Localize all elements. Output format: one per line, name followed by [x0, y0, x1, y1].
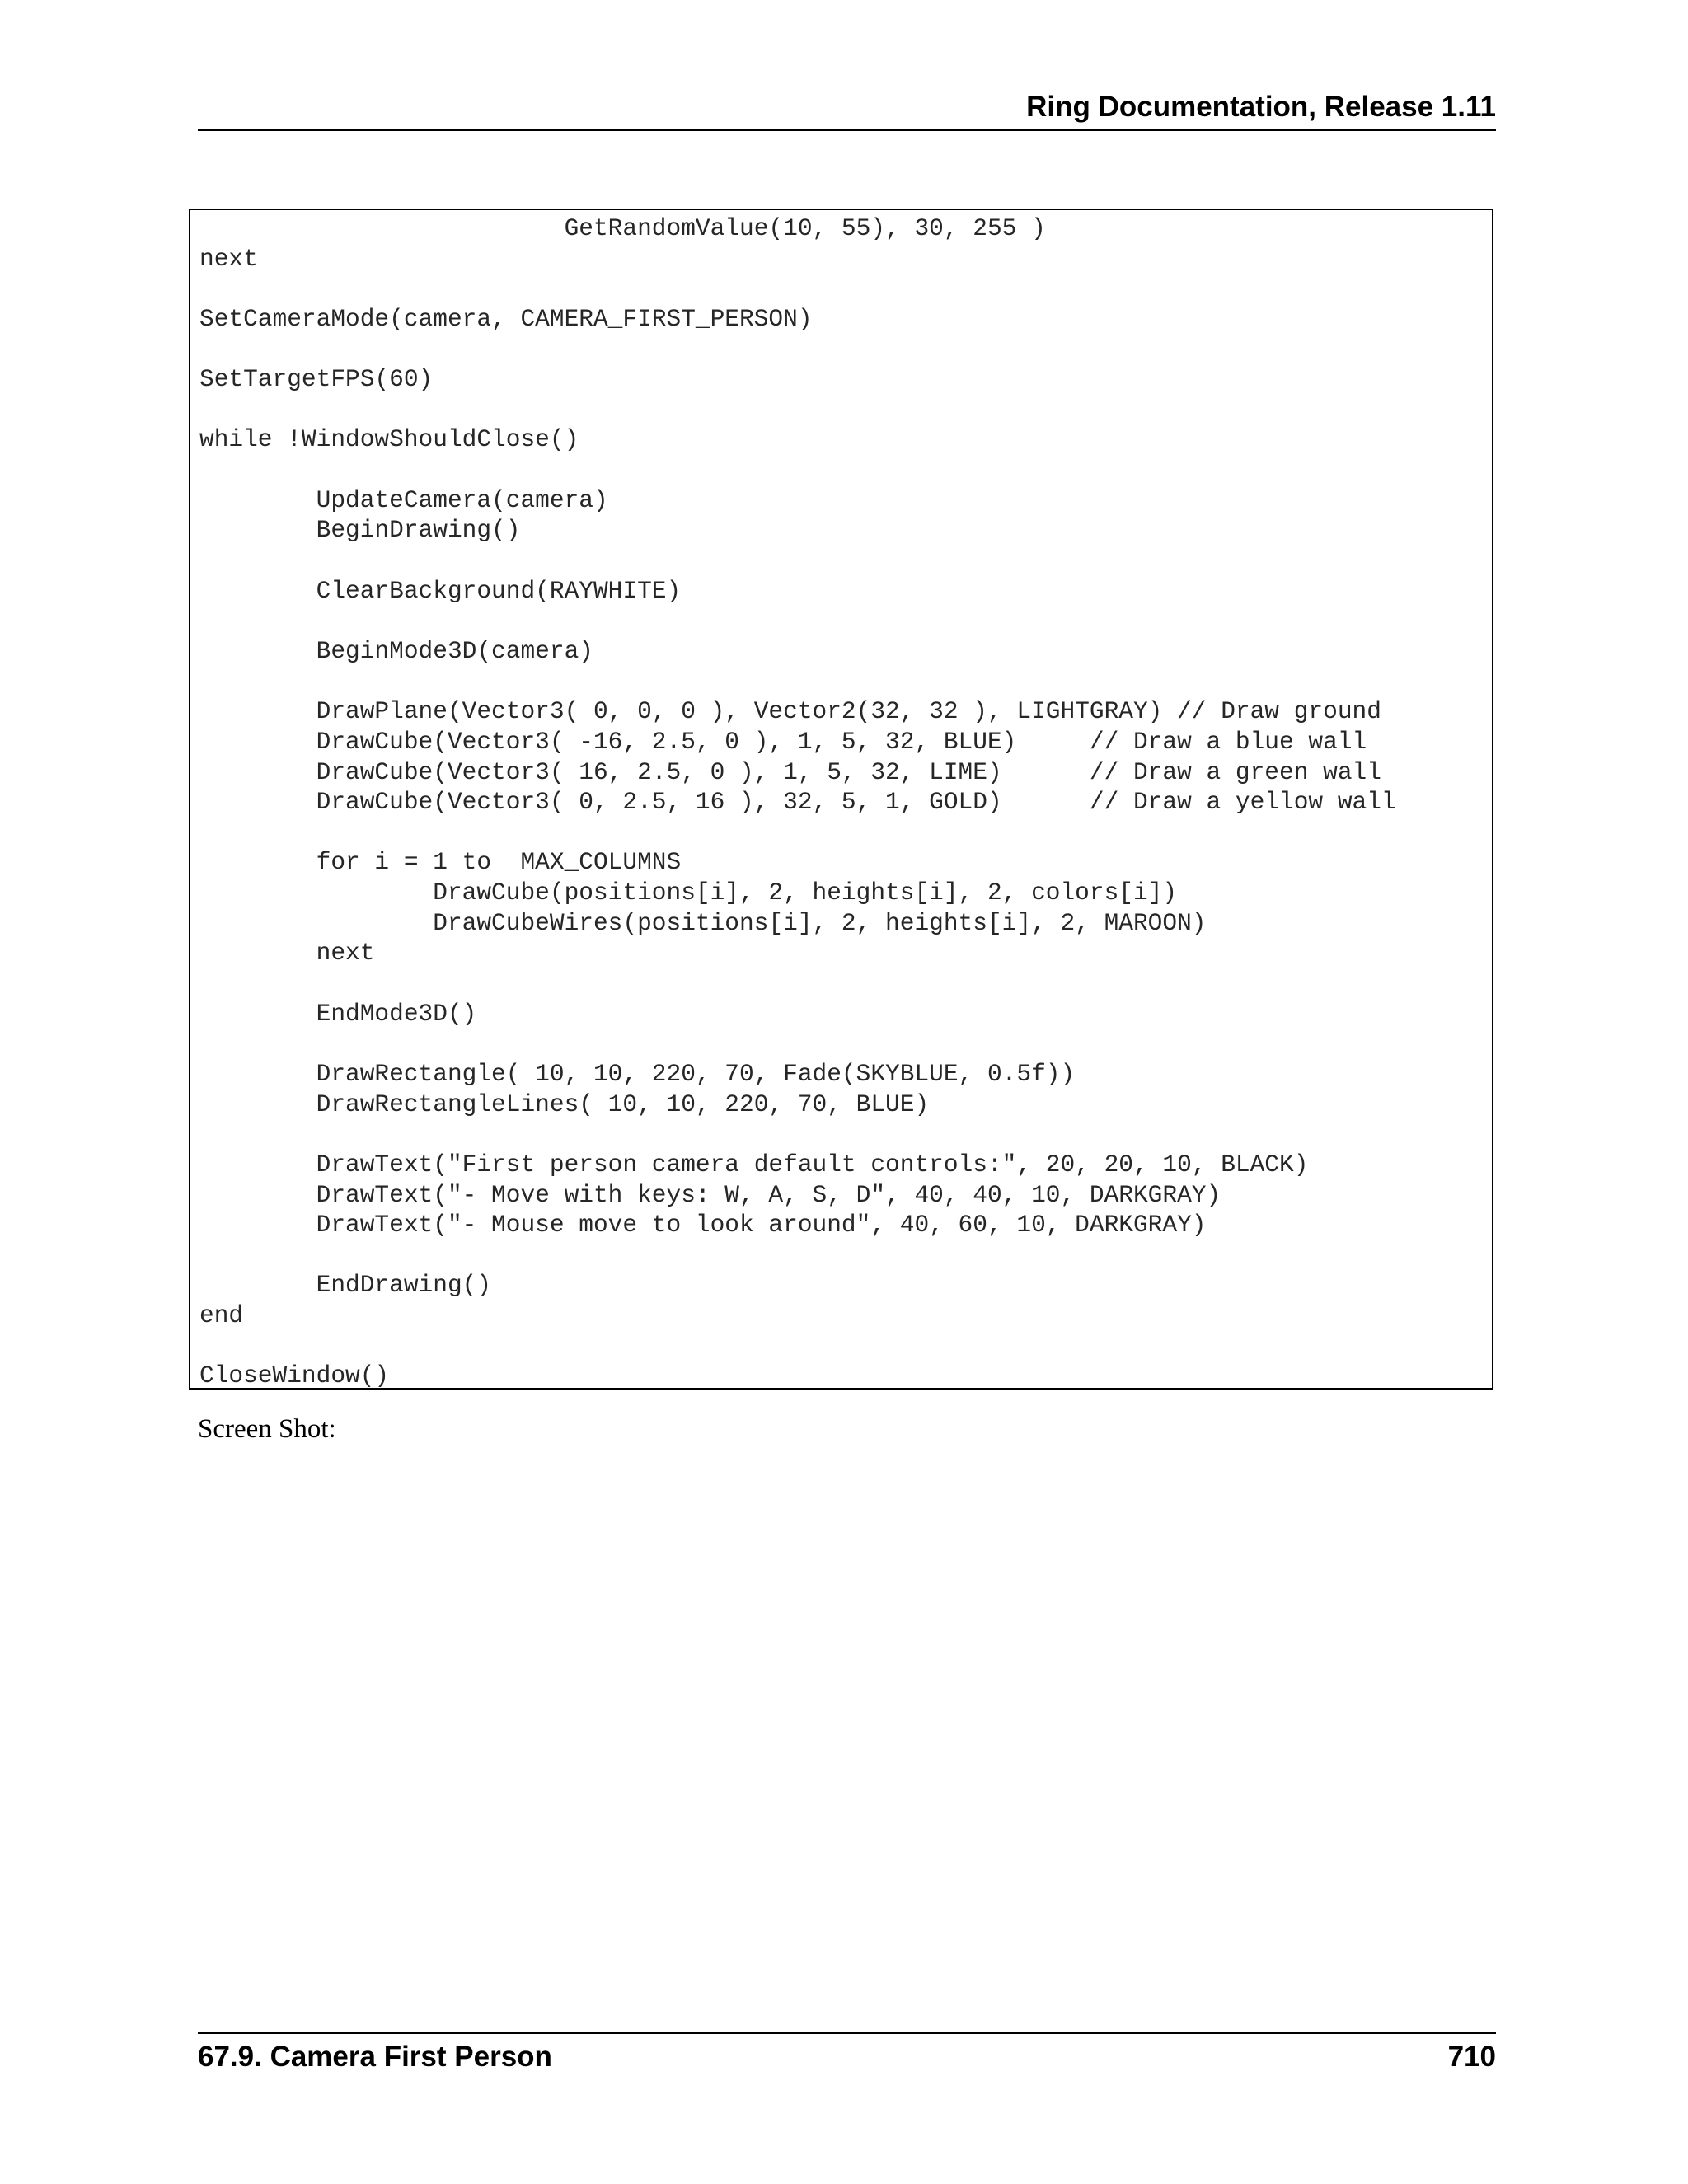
code-line — [199, 818, 1396, 848]
code-line — [199, 455, 1396, 485]
page-header-title: Ring Documentation, Release 1.11 — [1026, 91, 1496, 123]
code-line: end — [199, 1301, 244, 1330]
code-line: DrawCube(positions[i], 2, heights[i], 2, colors[i]) — [199, 879, 1178, 907]
code-line — [199, 1029, 1396, 1059]
code-line — [199, 274, 1396, 304]
code-line: UpdateCamera(camera) — [199, 485, 608, 514]
code-line — [199, 606, 1396, 636]
code-block — [189, 209, 1493, 1390]
code-line: EndDrawing() — [199, 1271, 492, 1300]
code-line — [199, 546, 1396, 576]
code-listing — [199, 213, 1396, 1391]
code-line: DrawRectangleLines( 10, 10, 220, 70, BLUE) — [199, 1090, 930, 1118]
code-line: DrawPlane(Vector3( 0, 0, 0 ), Vector2(32, 32 ), LIGHTGRAY) // Draw ground — [199, 697, 1381, 726]
footer-section-title: 67.9. Camera First Person — [198, 2041, 552, 2073]
code-line: SetTargetFPS(60) — [199, 365, 434, 394]
code-line — [199, 968, 1396, 999]
code-line: while !WindowShouldClose() — [199, 425, 579, 454]
header-divider — [198, 129, 1496, 131]
code-line: DrawCubeWires(positions[i], 2, heights[i], 2, MAROON) — [199, 908, 1207, 937]
code-line: SetCameraMode(camera, CAMERA_FIRST_PERSON) — [199, 304, 813, 333]
code-line — [199, 1240, 1396, 1271]
footer-divider — [198, 2032, 1496, 2034]
code-line: BeginMode3D(camera) — [199, 636, 593, 665]
screenshot-label: Screen Shot: — [198, 1414, 336, 1444]
code-line: DrawRectangle( 10, 10, 220, 70, Fade(SKYBLUE, 0.5f)) — [199, 1059, 1076, 1088]
code-line: DrawCube(Vector3( 16, 2.5, 0 ), 1, 5, 32, LIME) // Draw a green wall — [199, 757, 1381, 786]
code-line: ClearBackground(RAYWHITE) — [199, 576, 682, 605]
code-line: next — [199, 244, 258, 273]
code-line — [199, 335, 1396, 365]
code-line: DrawText("- Mouse move to look around", 40, 60, 10, DARKGRAY) — [199, 1211, 1207, 1240]
code-line — [199, 1119, 1396, 1150]
code-line: next — [199, 939, 375, 968]
code-line: BeginDrawing() — [199, 516, 521, 545]
code-line: DrawText("- Move with keys: W, A, S, D", 40, 40, 10, DARKGRAY) — [199, 1180, 1221, 1209]
code-line — [199, 1331, 1396, 1361]
code-line — [199, 395, 1396, 425]
code-line: CloseWindow() — [199, 1361, 390, 1390]
code-line: for i = 1 to MAX_COLUMNS — [199, 848, 682, 877]
code-line: DrawText("First person camera default controls:", 20, 20, 10, BLACK) — [199, 1150, 1309, 1179]
code-line: DrawCube(Vector3( -16, 2.5, 0 ), 1, 5, 32, BLUE) // Draw a blue wall — [199, 727, 1367, 756]
footer-page-number: 710 — [1447, 2041, 1496, 2073]
code-line: EndMode3D() — [199, 999, 477, 1028]
code-line: GetRandomValue(10, 55), 30, 255 ) — [199, 214, 1046, 242]
code-line — [199, 667, 1396, 697]
code-line: DrawCube(Vector3( 0, 2.5, 16 ), 32, 5, 1, GOLD) // Draw a yellow wall — [199, 788, 1396, 817]
